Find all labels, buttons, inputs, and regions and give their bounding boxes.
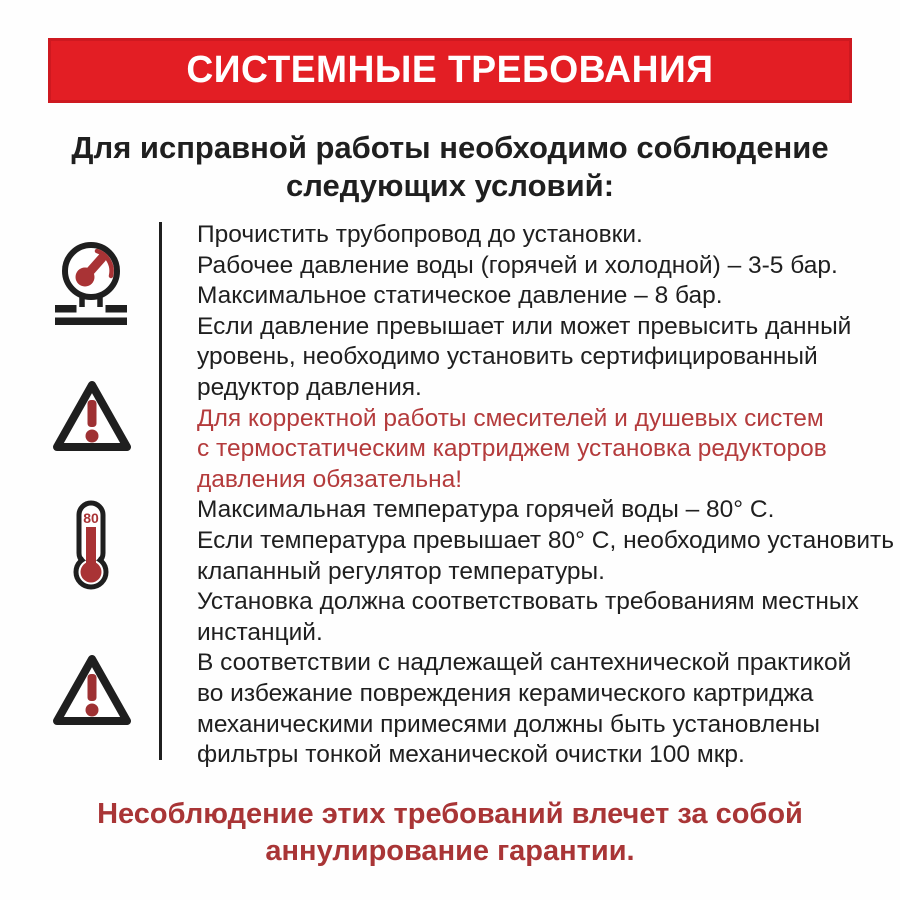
requirement-line: фильтры тонкой механической очистки 100 мкр. bbox=[197, 741, 745, 769]
requirement-line: Рабочее давление воды (горячей и холодной) – 3-5 бар. bbox=[197, 251, 838, 279]
warning-triangle-icon bbox=[50, 651, 134, 734]
requirement-line-warning: Для корректной работы смесителей и душевых систем bbox=[197, 404, 824, 432]
requirement-line: Максимальное статическое давление – 8 бар. bbox=[197, 282, 723, 310]
requirement-line: механическими примесями должны быть установлены bbox=[197, 710, 820, 738]
warranty-warning-line1: Несоблюдение этих требований влечет за собой bbox=[97, 798, 803, 830]
intro-heading bbox=[0, 129, 900, 205]
warranty-warning bbox=[0, 796, 900, 870]
thermometer-icon bbox=[72, 500, 110, 595]
intro-heading-line2: следующих условий: bbox=[285, 168, 615, 203]
requirement-line-warning: давления обязательна! bbox=[197, 465, 463, 493]
requirement-line: Максимальная температура горячей воды – 80° C. bbox=[197, 496, 775, 524]
intro-heading-line1: Для исправной работы необходимо соблюдение bbox=[71, 130, 829, 165]
requirement-line: во избежание повреждения керамического картриджа bbox=[197, 679, 814, 707]
requirement-line: Если давление превышает или может превысить данный bbox=[197, 312, 852, 340]
requirement-line: Если температура превышает 80° C, необходимо установить bbox=[197, 526, 895, 554]
warning-triangle-icon bbox=[50, 377, 134, 460]
page-title: СИСТЕМНЫЕ ТРЕБОВАНИЯ bbox=[186, 49, 714, 91]
requirement-line: клапанный регулятор температуры. bbox=[197, 557, 605, 585]
warranty-warning-line2: аннулирование гарантии. bbox=[265, 835, 635, 867]
requirement-line: уровень, необходимо установить сертифицированный bbox=[197, 343, 818, 371]
requirement-line: инстанций. bbox=[197, 618, 323, 646]
requirements-list bbox=[197, 220, 895, 771]
requirement-line-warning: с термостатическим картриджем установка редукторов bbox=[197, 435, 827, 463]
pressure-gauge-icon bbox=[55, 241, 127, 330]
requirement-line: Прочистить трубопровод до установки. bbox=[197, 221, 643, 248]
requirement-line: редуктор давления. bbox=[197, 373, 422, 401]
title-banner bbox=[48, 38, 852, 103]
thermometer-label: 80 bbox=[83, 510, 99, 526]
requirement-line: Установка должна соответствовать требованиям местных bbox=[197, 588, 859, 616]
requirement-line: В соответствии с надлежащей сантехнической практикой bbox=[197, 649, 852, 677]
vertical-divider bbox=[159, 222, 162, 760]
